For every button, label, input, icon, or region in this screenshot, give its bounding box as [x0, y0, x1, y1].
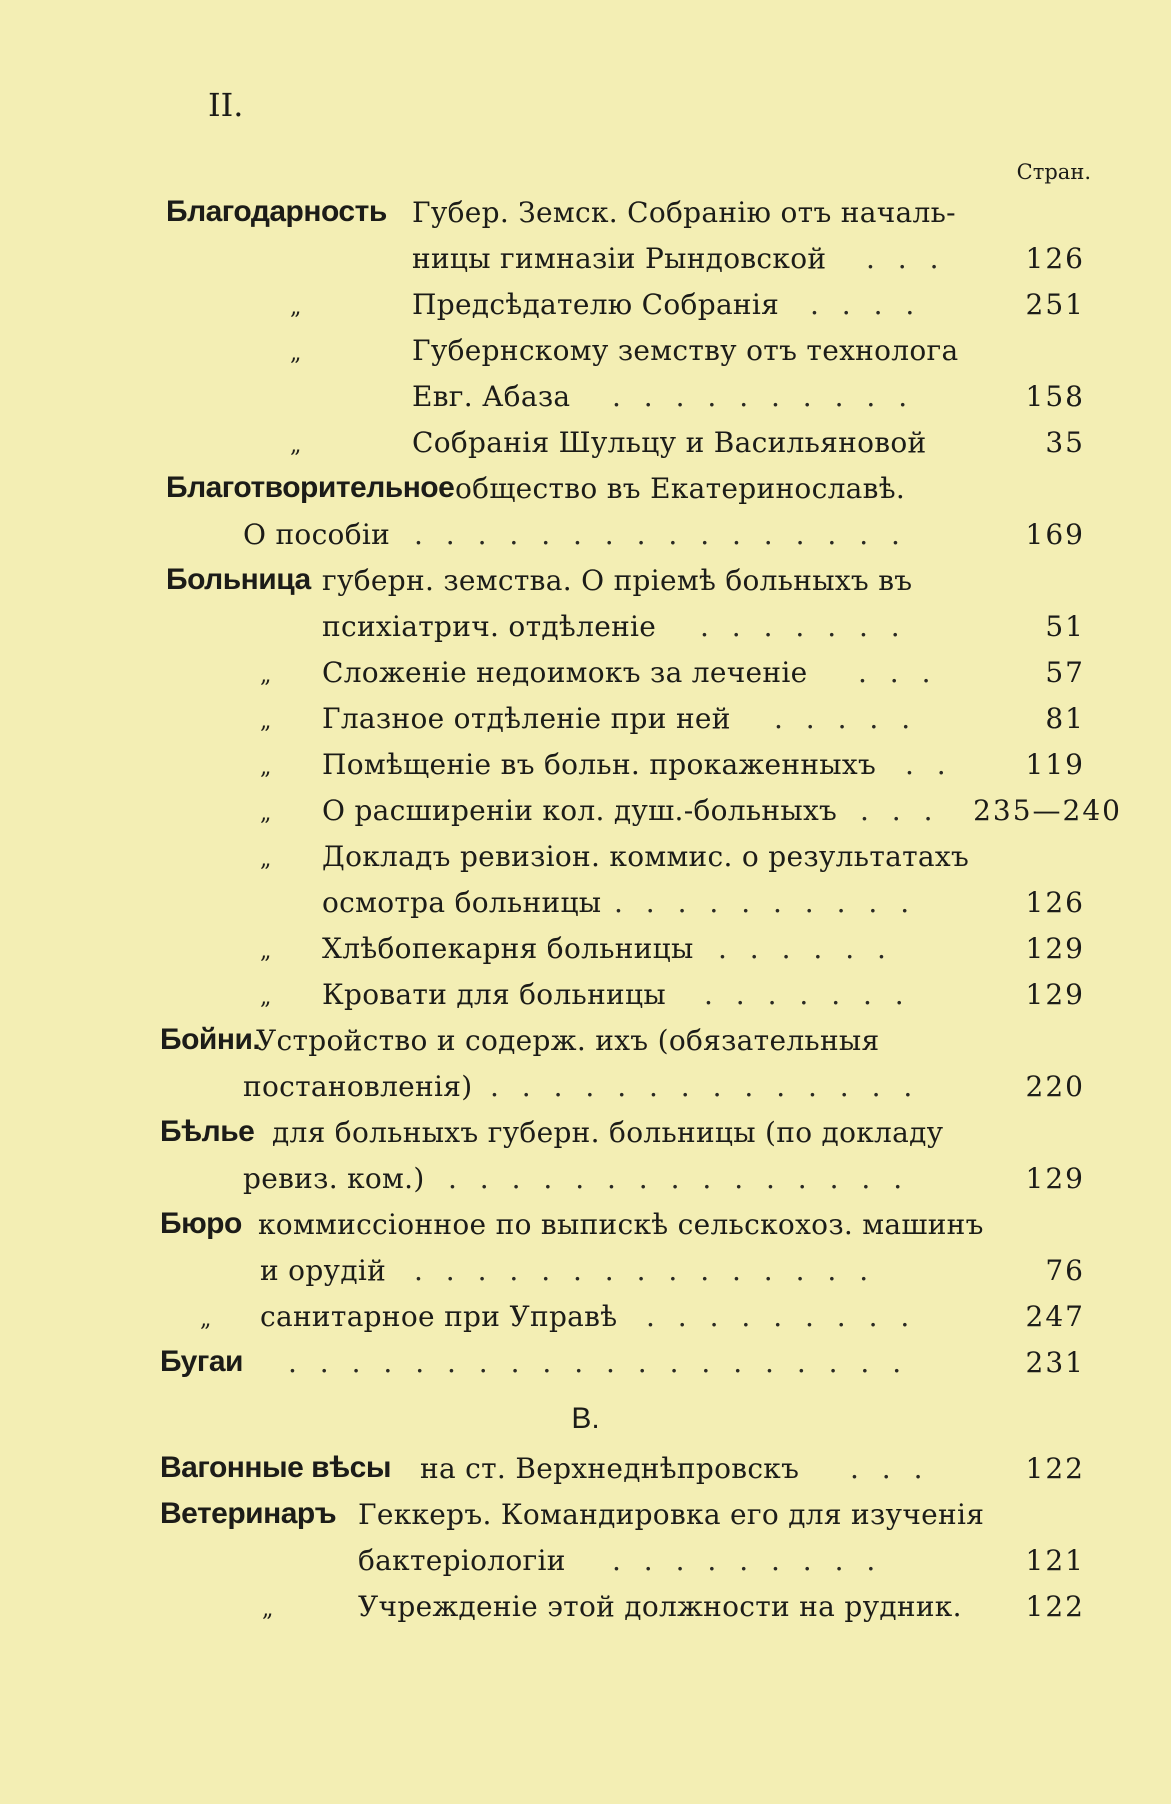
leader-dots: . . . . . . . — [704, 978, 911, 1011]
index-entry — [0, 975, 1171, 1015]
entry-text: бактеріологіи — [358, 1544, 566, 1577]
entry-text: санитарное при Управѣ — [260, 1300, 618, 1333]
entry-text: О расширеніи кол. душ.-больныхъ — [322, 794, 838, 827]
index-entry — [0, 1449, 1171, 1489]
entry-term: Ветеринаръ — [160, 1497, 337, 1530]
leader-dots: . . . . . . . . . — [646, 1300, 917, 1333]
entry-text: Геккеръ. Командировка его для изученія — [358, 1498, 985, 1531]
index-entry-continuation — [0, 239, 1171, 279]
index-entry — [0, 1297, 1171, 1337]
page-ref: 122 — [1025, 1452, 1085, 1485]
index-entry — [0, 699, 1171, 739]
entry-term: Благотворительное — [166, 471, 455, 504]
entry-text: Устройство и содерж. ихъ (обязательныя — [256, 1024, 880, 1057]
ditto-mark: „ — [262, 1597, 274, 1622]
entry-text: Губернскому земству отъ технолога — [412, 334, 959, 367]
leader-dots: . . . . . . . . . . — [614, 886, 917, 919]
index-entry — [0, 285, 1171, 325]
index-entry-continuation — [0, 883, 1171, 923]
ditto-mark: „ — [260, 985, 272, 1010]
index-entry-continuation — [0, 1159, 1171, 1199]
entry-text: для больныхъ губерн. больницы (по докладу — [272, 1116, 944, 1149]
index-entry — [0, 745, 1171, 785]
page-ref: 235—240 — [973, 794, 1122, 827]
ditto-mark: „ — [200, 1307, 212, 1332]
page-ref: 81 — [1045, 702, 1085, 735]
ditto-mark: „ — [260, 939, 272, 964]
entry-text: и орудій — [260, 1254, 387, 1287]
ditto-mark: „ — [260, 709, 272, 734]
index-entry-continuation — [0, 1541, 1171, 1581]
entry-text: Хлѣбопекарня больницы — [322, 932, 694, 965]
page-ref: 220 — [1025, 1070, 1085, 1103]
index-entry — [0, 1587, 1171, 1627]
leader-dots: . . — [905, 748, 953, 781]
page-ref: 129 — [1025, 978, 1085, 1011]
page-ref: 169 — [1025, 518, 1085, 551]
entry-text: Сложеніе недоимокъ за леченіе — [322, 656, 808, 689]
section-letter: В. — [571, 1402, 600, 1435]
page-ref: 121 — [1025, 1544, 1085, 1577]
entry-text: ревиз. ком.) — [243, 1162, 425, 1195]
ditto-mark: „ — [290, 341, 302, 366]
entry-text: постановленія) — [243, 1070, 473, 1103]
index-entry — [0, 837, 1171, 877]
index-entry — [0, 653, 1171, 693]
entry-text: Докладъ ревизіон. коммис. о результатахъ — [322, 840, 970, 873]
page-ref: 126 — [1025, 886, 1085, 919]
ditto-mark: „ — [290, 295, 302, 320]
entry-text: Евг. Абаза — [412, 380, 571, 413]
leader-dots: . . . . . . . . . . . . . . . — [448, 1162, 910, 1195]
leader-dots: . . . — [850, 1452, 930, 1485]
index-entry — [0, 1205, 1171, 1245]
index-entry — [0, 193, 1171, 233]
leader-dots: . . . . . . . . . . — [612, 380, 915, 413]
page-ref: 129 — [1025, 932, 1085, 965]
ditto-mark: „ — [260, 847, 272, 872]
page-ref: 126 — [1025, 242, 1085, 275]
index-entry — [0, 929, 1171, 969]
index-entry — [0, 791, 1171, 831]
entry-term: Вагонные вѣсы — [160, 1451, 391, 1484]
page-ref: 76 — [1045, 1254, 1085, 1287]
index-entry — [0, 331, 1171, 371]
index-entry-continuation — [0, 1067, 1171, 1107]
entry-text: Помѣщеніе въ больн. прокаженныхъ — [322, 748, 877, 781]
entry-text: коммиссіонное по выпискѣ сельскохоз. машинъ — [258, 1208, 984, 1241]
leader-dots: . . . . — [810, 288, 922, 321]
entry-text: осмотра больницы — [322, 886, 602, 919]
page-ref: 247 — [1025, 1300, 1085, 1333]
index-entry — [0, 561, 1171, 601]
index-entry-continuation — [0, 607, 1171, 647]
index-entry — [0, 1495, 1171, 1535]
leader-dots: . . . . . . . . . . . . . . — [490, 1070, 920, 1103]
entry-text: Кровати для больницы — [322, 978, 666, 1011]
entry-text: Учрежденіе этой должности на рудник. — [358, 1590, 962, 1623]
entry-term: Бюро — [160, 1207, 242, 1240]
leader-dots: . . . . . . — [718, 932, 893, 965]
entry-text: губерн. земства. О пріемѣ больныхъ въ — [322, 564, 913, 597]
leader-dots: . . . . . . . . . . . . . . . — [414, 1254, 876, 1287]
ditto-mark: „ — [260, 801, 272, 826]
page-number: II. — [208, 86, 244, 124]
page-ref: 51 — [1045, 610, 1085, 643]
page-ref: 119 — [1025, 748, 1085, 781]
leader-dots: . . . . . . . . . . . . . . . . . . . . — [288, 1346, 909, 1379]
page-ref: 251 — [1025, 288, 1085, 321]
entry-text: Губер. Земск. Собранію отъ началь- — [412, 196, 956, 229]
page-ref: 35 — [1045, 426, 1085, 459]
entry-term: Бѣлье — [160, 1115, 255, 1148]
page-ref: 122 — [1025, 1590, 1085, 1623]
entry-text: на ст. Верхнеднѣпровскъ — [420, 1452, 800, 1485]
leader-dots: . . . — [866, 242, 946, 275]
entry-text: Глазное отдѣленіе при ней — [322, 702, 731, 735]
leader-dots: . . . . . — [774, 702, 918, 735]
index-entry-continuation — [0, 1251, 1171, 1291]
index-entry — [0, 423, 1171, 463]
index-entry — [0, 1113, 1171, 1153]
ditto-mark: „ — [260, 755, 272, 780]
ditto-mark: „ — [290, 433, 302, 458]
leader-dots: . . . — [858, 656, 938, 689]
entry-term: Бугаи — [160, 1345, 243, 1378]
entry-term: Благодарность — [166, 195, 387, 228]
entry-term: Больница — [166, 563, 311, 596]
index-entry — [0, 1343, 1171, 1383]
leader-dots: . . . . . . . . . . . . . . . . — [414, 518, 907, 551]
entry-text: О пособіи — [243, 518, 391, 551]
entry-text: ницы гимназіи Рындовской — [412, 242, 827, 275]
leader-dots: . . . . . . . — [700, 610, 907, 643]
entry-text: Собранія Шульцу и Васильяновой — [412, 426, 927, 459]
ditto-mark: „ — [260, 663, 272, 688]
page-column-header: Стран. — [1016, 160, 1091, 184]
index-entry — [0, 469, 1171, 509]
index-entry — [0, 1021, 1171, 1061]
index-entry-continuation — [0, 515, 1171, 555]
page-ref: 57 — [1045, 656, 1085, 689]
page-ref: 129 — [1025, 1162, 1085, 1195]
entry-term: Бойни. — [160, 1023, 261, 1056]
entry-text: общество въ Екатеринославѣ. — [455, 472, 906, 505]
leader-dots: . . . — [860, 794, 940, 827]
page-ref: 231 — [1025, 1346, 1085, 1379]
entry-text: психіатрич. отдѣленіе — [322, 610, 657, 643]
entry-text: Предсѣдателю Собранія — [412, 288, 780, 321]
leader-dots: . . . . . . . . . — [612, 1544, 883, 1577]
page-ref: 158 — [1025, 380, 1085, 413]
index-entry-continuation — [0, 377, 1171, 417]
